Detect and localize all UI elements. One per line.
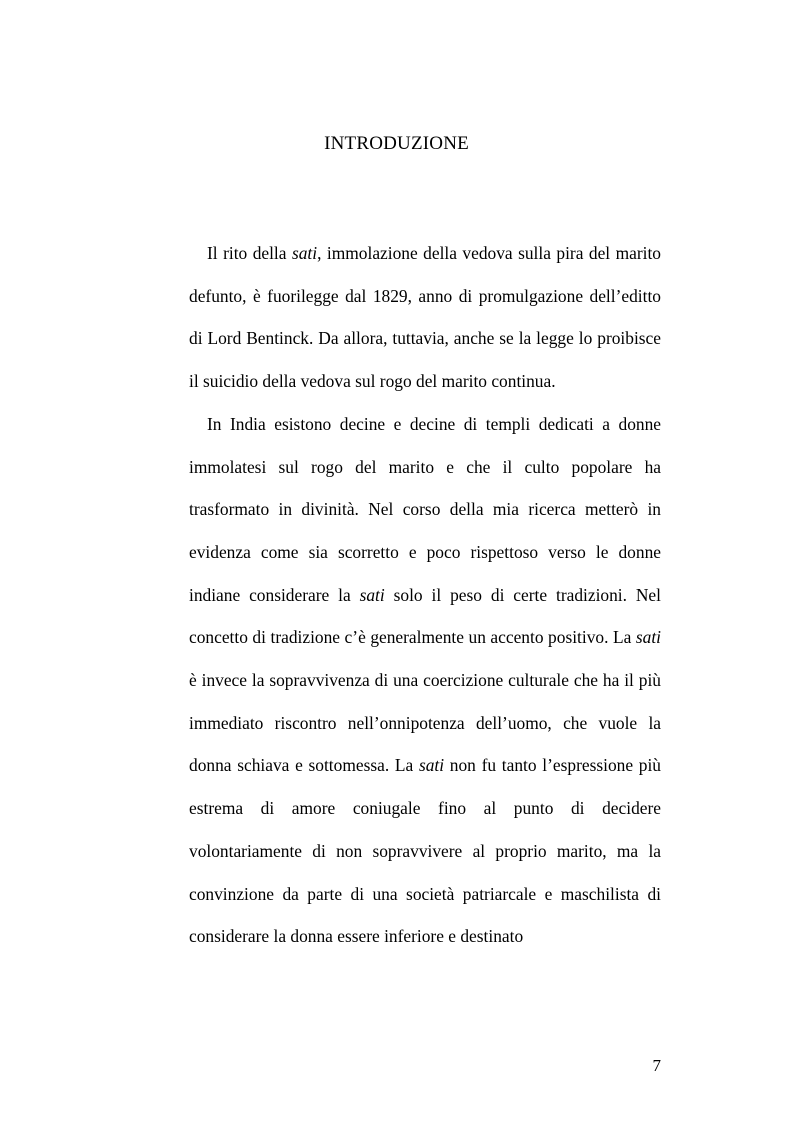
paragraph-2-italic-term: sati (359, 584, 385, 605)
paragraph-2-italic-term: sati (635, 627, 661, 648)
paragraph-2-text: solo il peso di certe tradizioni. Nel concetto di tradizione c’è generalmente un accento positivo. La (189, 584, 661, 648)
paragraph-1-text: Il rito della (207, 243, 292, 263)
paragraph-2-text: non fu tanto l’espressione più estrema di amore coniugale fino al punto di decidere volontariamente di non sopravvivere al proprio marito, ma la convinzione da parte di una società patriarcale e maschilista di considerare la donna essere inferiore e destinato (189, 755, 661, 947)
paragraph-2 (189, 403, 661, 958)
body-text (189, 232, 661, 958)
paragraph-1 (189, 232, 661, 403)
paragraph-2-italic-term: sati (418, 755, 445, 776)
page-number: 7 (652, 1056, 661, 1075)
paragraph-1-text: , immolazione della vedova sulla pira del marito defunto, è fuorilegge dal 1829, anno di promulgazione dell’editto di Lord Bentinck. Da allora, tuttavia, anche se la legge lo proibisce il suicidio della vedova sul rogo del marito continua. (189, 243, 661, 392)
page-title: INTRODUZIONE (324, 133, 469, 154)
paragraph-2-text: In India esistono decine e decine di templi dedicati a donne immolatesi sul rogo del marito e che il culto popolare ha trasformato in divinità. Nel corso della mia ricerca metterò in evidenza come sia scorretto e poco rispettoso verso le donne indiane considerare la (189, 413, 661, 605)
paragraph-2-text: è invece la sopravvivenza di una coercizione culturale che ha il più immediato riscontro nell’onnipotenza dell’uomo, che vuole la donna schiava e sottomessa. La (189, 670, 661, 776)
paragraph-1-italic-term: sati (291, 243, 318, 263)
